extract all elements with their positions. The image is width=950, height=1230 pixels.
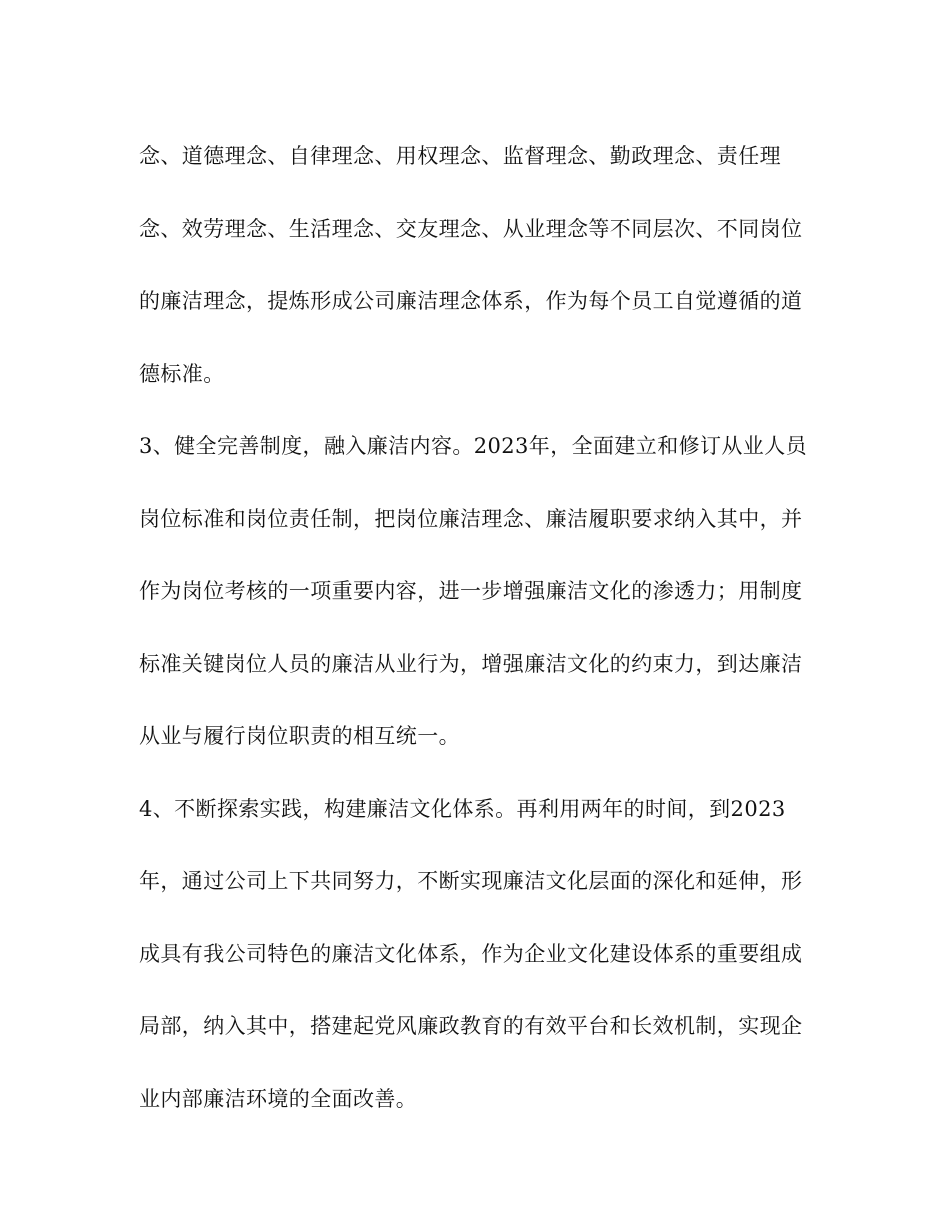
text-line: 作为岗位考核的一项重要内容，进一步增强廉洁文化的渗透力；用制度 — [139, 579, 803, 603]
text-line: 成具有我公司特色的廉洁文化体系，作为企业文化建设体系的重要组成 — [139, 941, 803, 966]
text-line: 4、不断探索实践，构建廉洁文化体系。再利用两年的时间，到2023 — [139, 796, 786, 821]
text-line: 岗位标准和岗位责任制，把岗位廉洁理念、廉洁履职要求纳入其中，并 — [139, 506, 803, 531]
text-line: 从业与履行岗位职责的相互统一。 — [139, 724, 460, 748]
text-line: 局部，纳入其中，搭建起党风廉政教育的有效平台和长效机制，实现企 — [139, 1014, 803, 1038]
body-text — [139, 120, 819, 1135]
text-line: 标准关键岗位人员的廉洁从业行为，增强廉洁文化的约束力，到达廉洁 — [139, 651, 803, 676]
text-line: 业内部廉洁环境的全面改善。 — [139, 1086, 418, 1111]
text-line: 3、健全完善制度，融入廉洁内容。2023年，全面建立和修订从业人员 — [139, 434, 808, 458]
text-line: 念、效劳理念、生活理念、交友理念、从业理念等不同层次、不同岗位 — [139, 216, 803, 241]
text-line: 德标准。 — [139, 361, 225, 386]
text-line: 的廉洁理念，提炼形成公司廉洁理念体系，作为每个员工自觉遵循的道 — [139, 289, 803, 313]
text-line: 念、道德理念、自律理念、用权理念、监督理念、勤政理念、责任理 — [139, 144, 781, 168]
text-line: 年，通过公司上下共同努力，不断实现廉洁文化层面的深化和延伸，形 — [139, 869, 803, 893]
